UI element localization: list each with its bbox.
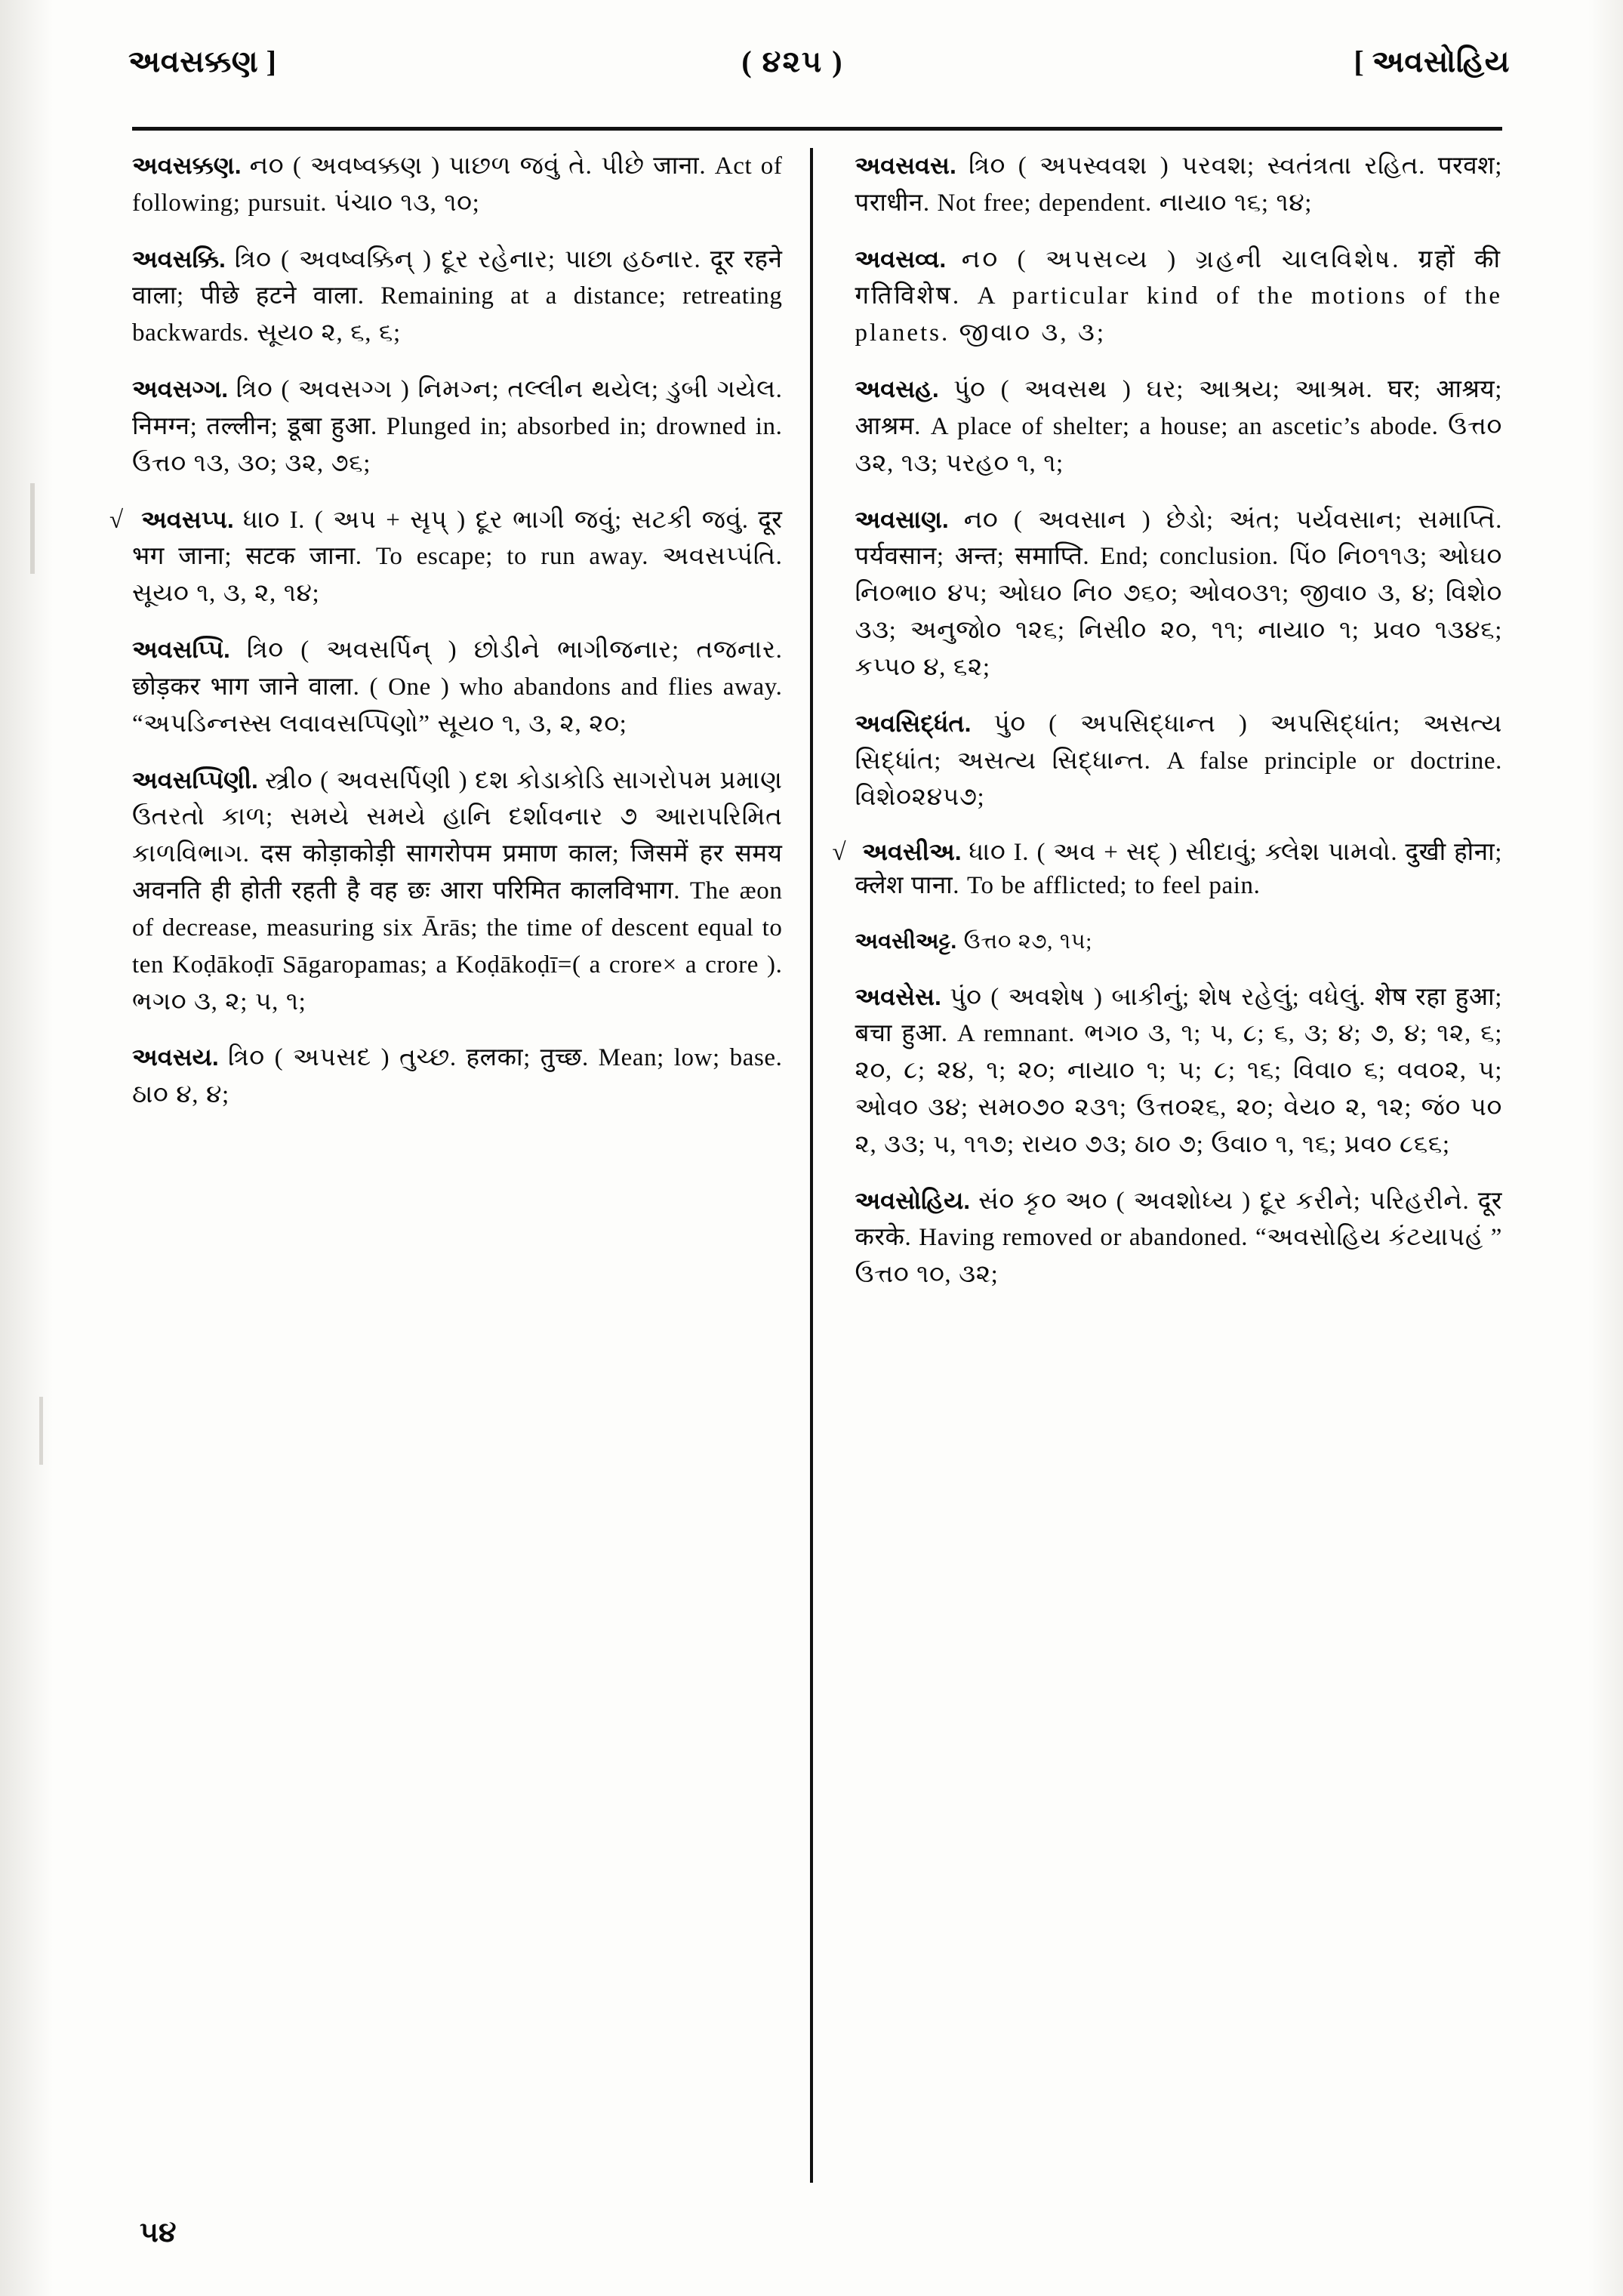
page-number: ( ૪૨૫ ) (741, 45, 844, 79)
entry-body: ધા૦ I. ( અવ + સદ્ ) સીદાવું; ક્લેશ પામવો. दुखी होना; क्लेश पाना. To be afflicted; to feel pain. (855, 839, 1503, 900)
header-left-guideword: અવસક્કણ ] (128, 45, 277, 79)
dictionary-entry (855, 371, 1503, 482)
entry-headword: અવસિદ્ધંત. (855, 709, 972, 737)
dictionary-entry (855, 706, 1503, 816)
header-right-guideword: [ અવસોહિય (1354, 45, 1510, 79)
folio-number: ૫૪ (140, 2217, 177, 2248)
verb-root-check-icon: √ (832, 839, 846, 867)
entry-headword: અવસીઅટ્ટ. (855, 929, 957, 954)
entry-body: ઉત્ત૦ ૨૭, ૧૫; (963, 929, 1092, 954)
entry-body: ત્રિ૦ ( અવષ્વક્કિન્ ) દૂર રહેનાર; પાછા હઠનાર. दूर रहने वाला; पीछे हटने वाला. Remaining at a distance; retreating backwards. સૂય૦ ૨, ૬, ૬; (132, 245, 783, 347)
entry-headword: અવસક્કણ. (132, 152, 242, 179)
dictionary-entry (109, 502, 783, 612)
entry-headword: અવસપ્પિ. (132, 636, 230, 664)
entry-body: ત્રિ૦ ( અપસ્વવશ ) પરવશ; સ્વતંત્રતા રહિત. परवश; पराधीन. Not free; dependent. નાયા૦ ૧૬; ૧૪; (855, 153, 1502, 217)
dictionary-entry (132, 1040, 783, 1114)
dictionary-entry (855, 502, 1503, 686)
page-header (128, 44, 1510, 97)
dictionary-entry (832, 836, 1503, 902)
body-columns (109, 148, 1503, 2183)
entry-headword: અવસગ્ગ. (132, 375, 229, 403)
entry-headword: અવસહ. (855, 375, 939, 403)
header-rule (132, 127, 1502, 131)
column-right (818, 148, 1503, 2183)
entry-body: ત્રિ૦ ( અપસદ ) તુચ્છ. हलका; तुच्छ. Mean; low; base. ઠા૦ ૪, ૪; (132, 1044, 783, 1109)
entry-body: પું૦ ( અવશેષ ) બાકીનું; શેષ રહેલું; વધેલું. शेष रहा हुआ; बचा हुआ. A remnant. ભગ૦ ૩, ૧; ૫, ૮; ૬, ૩; ૪; ૭, ૪; ૧૨, ૬; ૨૦, ૮; ૨૪, ૧; ૨૦; નાયા૦ ૧; ૫; ૮; ૧૬; વિવા૦ ૬; વવ૦૨, ૫; ઓવ૦ ૩૪; સમ૦૭૦ ૨૩૧; ઉત્ત૦૨૬, ૨૦; વેય૦ ૨, ૧૨; જં૦ પ૦ ૨, ૩૩; ૫, ૧૧૭; રાય૦ ૭૩; ઠા૦ ૭; ઉવા૦ ૧, ૧૬; પ્રવ૦ ૮૬૬; (855, 983, 1502, 1158)
entry-body: સ્ત્રી૦ ( અવસર્પિણી ) દશ કોડાકોડિ સાગરોપમ પ્રમાણ ઉતરતો કાળ; સમયે સમયે હાનિ દર્શાવનાર ૭ આરાપરિમિત કાળવિભાગ. दस कोड़ाकोड़ी सागरोपम प्रमाण काल; जिसमें हर समय अवनति ही होती रहती है वह छः आरा परिमित कालविभाग. The æon of decrease, measuring six Ārās; the time of descent equal to ten Koḍākoḍī Sāgaropamas; a Koḍākoḍī=( a crore× a crore ). ભગ૦ ૩, ૨; ૫, ૧; (132, 766, 783, 1015)
entry-body: પું૦ ( અવસથ ) ઘર; આશ્રય; આશ્રમ. घर; आश्रय; आश्रम. A place of shelter; a house; an ascetic’s abode. ઉત્ત૦ ૩૨, ૧૩; પરહ૦ ૧, ૧; (855, 376, 1502, 477)
dictionary-entry (855, 923, 1503, 960)
entry-body: ત્રિ૦ ( અવસર્પિન્ ) છોડીને ભાગીજનાર; તજનાર. छोड़कर भाग जाने वाला. ( One ) who abandons and flies away. “અપડિન્નસ્સ લવાવસપ્પિણો” સૂય૦ ૧, ૩, ૨, ૨૦; (132, 636, 783, 738)
dictionary-entry (132, 763, 783, 1021)
dictionary-entry (855, 148, 1503, 222)
dictionary-entry (855, 979, 1503, 1163)
entry-headword: અવસક્કિ. (132, 245, 226, 273)
entry-headword: અવસય. (132, 1043, 219, 1071)
entry-body: ધા૦ I. ( અપ + સૃપ્ ) દૂર ભાગી જવું; સટકી જવું. दूर भग जाना; सटक जाना. To escape; to run away. અવસપ્પંતિ. સૂય૦ ૧, ૩, ૨, ૧૪; (132, 506, 783, 608)
entry-headword: અવસેસ. (855, 982, 941, 1010)
entry-headword: અવસપ્પ. (141, 505, 234, 533)
column-left (109, 148, 818, 2183)
entry-headword: અવસાણ. (855, 505, 949, 533)
entry-body: ત્રિ૦ ( અવસગ્ગ ) નિમગ્ન; તલ્લીન થયેલ; ડુબી ગયેલ. निमग्न; तल्लीन; डूबा हुआ. Plunged in; absorbed in; drowned in. ઉત્ત૦ ૧૩, ૩૦; ૩૨, ૭૬; (132, 376, 783, 477)
entry-body: ન૦ ( અવષ્વક્કણ ) પાછળ જવું તે. પીછે जाना. Act of following; pursuit. પંચા૦ ૧૩, ૧૦; (132, 153, 783, 217)
dictionary-entry (855, 242, 1503, 352)
entry-headword: અવસવ્વ. (855, 245, 947, 273)
scan-artifact (39, 1397, 43, 1465)
entry-body: પું૦ ( અપસિદ્ધાન્ત ) અપસિદ્ધાંત; અસત્ય સિદ્ધાંત; અસત્ય સિદ્ધાન્ત. A false principle or doctrine. વિશે૦૨૪૫૭; (855, 710, 1502, 812)
dictionary-entry (132, 148, 783, 222)
dictionary-entry (132, 242, 783, 352)
entry-body: ન૦ ( અવસાન ) છેડો; અંત; પર્યવસાન; સમાપ્તિ. पर्यवसान; अन्त; समाप्ति. End; conclusion. પિં૦ નિ૦૧૧૩; ઓઘ૦ નિ૦ભા૦ ૪૫; ઓઘ૦ નિ૦ ૭૬૦; ઓવ૦૩૧; જીવા૦ ૩, ૪; વિશે૦ ૩૩; અનુજો૦ ૧૨૬; નિસી૦ ૨૦, ૧૧; નાયા૦ ૧; પ્રવ૦ ૧૩૪૬; કપ્પ૦ ૪, ૬૨; (855, 506, 1502, 681)
dictionary-entry (132, 632, 783, 742)
entry-headword: અવસીઅ. (862, 838, 962, 866)
verb-root-check-icon: √ (109, 506, 124, 534)
entry-body: ન૦ ( અપસવ્ય ) ગ્રહની ચાલવિશેષ. ग्रहों की गतिविशेष. A particular kind of the motions of the planets. જીવા૦ ૩, ૩; (855, 245, 1502, 347)
dictionary-entry (855, 1183, 1503, 1293)
entry-headword: અવસવસ. (855, 152, 956, 179)
entry-headword: અવસોહિય. (855, 1186, 971, 1214)
entry-headword: અવસપ્પિણી. (132, 766, 258, 794)
dictionary-entry (132, 371, 783, 482)
scan-artifact (30, 483, 35, 574)
entry-body: સં૦ કૃ૦ અ૦ ( અવશોધ્ય ) દૂર કરીને; પરિહરીને. दूर करके. Having removed or abandoned. “અવસોહિય કંટયાપહં ” ઉત્ત૦ ૧૦, ૩૨; (855, 1187, 1503, 1289)
